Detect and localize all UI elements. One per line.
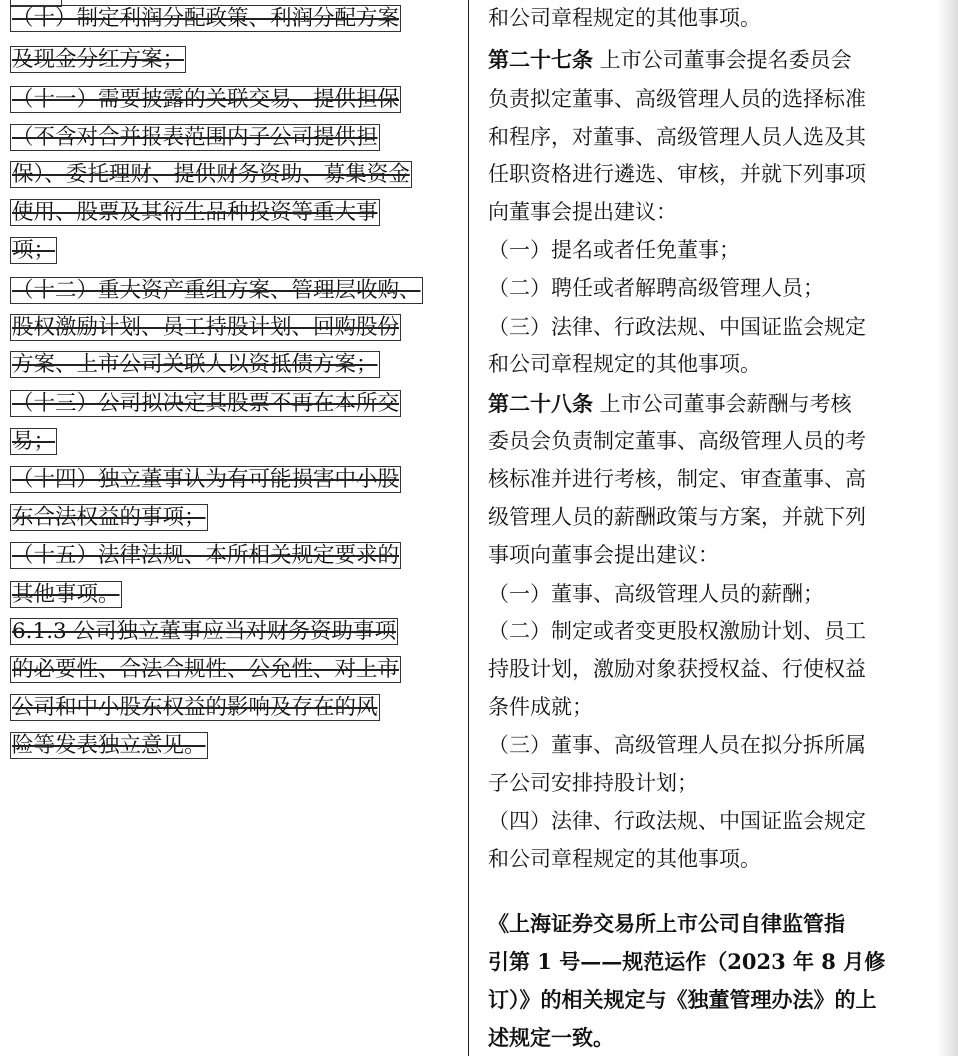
deleted-line: 方案、上市公司关联人以资抵债方案；	[12, 352, 378, 377]
deleted-line: （十二）重大资产重组方案、管理层收购、	[12, 278, 421, 303]
list-item: （三）法律、行政法规、中国证监会规定	[488, 315, 866, 339]
deleted-line: （十三）公司拟决定其股票不再在本所交	[12, 391, 400, 416]
note-line: 《上海证券交易所上市公司自律监管指	[488, 911, 845, 936]
deleted-line: （十一）需要披露的关联交易、提供担保	[12, 87, 400, 112]
text-line: 向董事会提出建议：	[488, 200, 677, 224]
text-line: 事项向董事会提出建议：	[488, 543, 719, 567]
list-item: （一）董事、高级管理人员的薪酬；	[488, 582, 824, 606]
text-line: 条件成就；	[488, 695, 593, 719]
deleted-line: （十五）法律法规、本所相关规定要求的	[12, 543, 400, 568]
list-item: （二）制定或者变更股权激励计划、员工	[488, 619, 866, 643]
deleted-line: 易；	[12, 429, 56, 454]
left-column-deleted-text	[0, 0, 469, 1056]
deleted-line: 及现金分红方案；	[12, 47, 185, 72]
text-line: 和公司章程规定的其他事项。	[488, 847, 761, 871]
text-line: 和公司章程规定的其他事项。	[488, 352, 761, 376]
text-line: 委员会负责制定董事、高级管理人员的考	[488, 429, 866, 453]
deleted-line: 保）、委托理财、提供财务资助、募集资金	[12, 162, 410, 187]
deleted-line: 东合法权益的事项；	[12, 505, 206, 530]
note-line: 订）》的相关规定与《独董管理办法》的上	[488, 987, 877, 1012]
article-27: 第二十七条 上市公司董事会提名委员会	[488, 47, 852, 72]
note-line: 述规定一致。	[488, 1025, 614, 1050]
text-line: 和公司章程规定的其他事项。	[488, 6, 761, 30]
list-item: （三）董事、高级管理人员在拟分拆所属	[488, 733, 866, 757]
deleted-line: 的必要性、合法合规性、公允性、对上市	[12, 657, 400, 682]
text-line: 持股计划，激励对象获授权益、行使权益	[488, 657, 866, 681]
text-line: 负责拟定董事、高级管理人员的选择标准	[488, 87, 866, 111]
text-line: 任职资格进行遴选、审核，并就下列事项	[488, 162, 866, 186]
page-edge-shadow	[936, 0, 958, 1056]
deleted-line: 6.1.3 公司独立董事应当对财务资助事项	[12, 619, 397, 644]
deleted-line: 项；	[12, 238, 56, 263]
text-line: 和程序，对董事、高级管理人员人选及其	[488, 125, 866, 149]
deleted-line: （十四）独立董事认为有可能损害中小股	[12, 467, 400, 492]
article-heading: 第二十七条	[488, 47, 593, 72]
right-column-text	[470, 0, 958, 1056]
article-heading: 第二十八条	[488, 391, 593, 416]
list-item: （四）法律、行政法规、中国证监会规定	[488, 809, 866, 833]
article-28: 第二十八条 上市公司董事会薪酬与考核	[488, 391, 852, 416]
deleted-line: 股权激励计划、员工持股计划、回购股份	[12, 315, 400, 340]
deleted-line: 使用、股票及其衍生品种投资等重大事	[12, 200, 378, 225]
deleted-line: 险等发表独立意见。	[12, 733, 206, 758]
deleted-line: 公司和中小股东权益的影响及存在的风	[12, 695, 378, 720]
deleted-line: 其他事项。	[12, 582, 120, 607]
text-line: 核标准并进行考核，制定、审查董事、高	[488, 467, 866, 491]
text-line: 级管理人员的薪酬政策与方案，并就下列	[488, 505, 866, 529]
deleted-line: （十）制定利润分配政策、利润分配方案	[12, 6, 400, 31]
note-line: 引第 1 号——规范运作（2023 年 8 月修	[488, 949, 886, 974]
deleted-line: （不含对合并报表范围内子公司提供担	[12, 125, 378, 150]
text-line: 子公司安排持股计划；	[488, 771, 698, 795]
list-item: （一）提名或者任免董事；	[488, 238, 740, 262]
list-item: （二）聘任或者解聘高级管理人员；	[488, 276, 824, 300]
